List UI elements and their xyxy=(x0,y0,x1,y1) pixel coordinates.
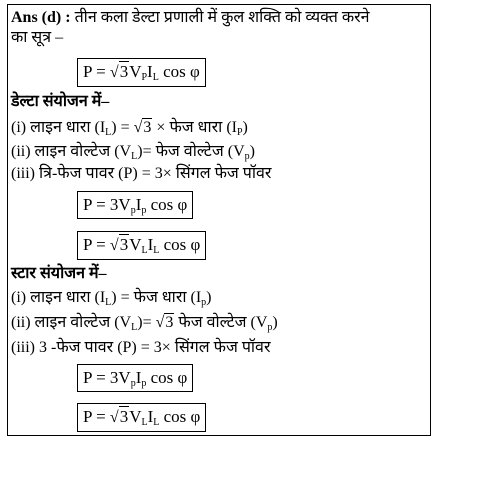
star-line-2: (ii) लाइन वोल्टेज $(V_L)= √3$ फेज वोल्टेज $(V_p)$ xyxy=(11,314,278,333)
star-line-3: (iii) 3 -फेज पावर (P) = 3× सिंगल फेज पॉवर xyxy=(11,339,271,356)
delta-formula-box-2: $P = √3V_LI_L$ cos φ xyxy=(77,231,206,260)
formula-lhs: P = xyxy=(83,62,110,81)
intro-line-2: का सूत्र – xyxy=(11,29,64,46)
delta-line-2: (ii) लाइन वोल्टेज $(V_L)=$ फेज वोल्टेज $(V_p)$ xyxy=(11,143,255,162)
sqrt-symbol: √3 xyxy=(109,235,129,254)
star-heading: स्टार संयोजन में– xyxy=(11,265,107,282)
intro-line-1 xyxy=(11,8,370,28)
delta-formula-box-1: $P = 3V_pI_p$ cos φ xyxy=(77,191,193,219)
sqrt-symbol: √3 xyxy=(109,407,129,426)
sqrt-symbol: √3 xyxy=(133,119,152,136)
star-formula-box-2: $P = √3V_LI_L$ cos φ xyxy=(77,403,206,432)
delta-line-3: (iii) त्रि-फेज पावर (P) = 3× सिंगल फेज पॉवर xyxy=(11,165,272,182)
delta-line-1: (i) लाइन धारा $(I_L) = √3$ × फेज धारा $(I_P)$ xyxy=(11,119,248,138)
sqrt-symbol: √3 xyxy=(155,314,174,331)
intro-text: तीन कला डेल्टा प्रणाली में कुल शक्ति को व्यक्त करने xyxy=(74,9,370,26)
star-formula-box-1: $P = 3V_pI_p$ cos φ xyxy=(77,364,193,392)
star-line-1: (i) लाइन धारा $(I_L)$ = फेज धारा $(I_p)$ xyxy=(11,289,212,308)
sqrt-symbol: √3 xyxy=(109,62,129,81)
answer-frame xyxy=(7,4,431,436)
delta-heading: डेल्टा संयोजन में– xyxy=(11,93,110,110)
answer-label: Ans (d) : xyxy=(11,9,71,26)
formula-main-box: $P = √3V_PI_L$ cos φ xyxy=(77,58,206,87)
